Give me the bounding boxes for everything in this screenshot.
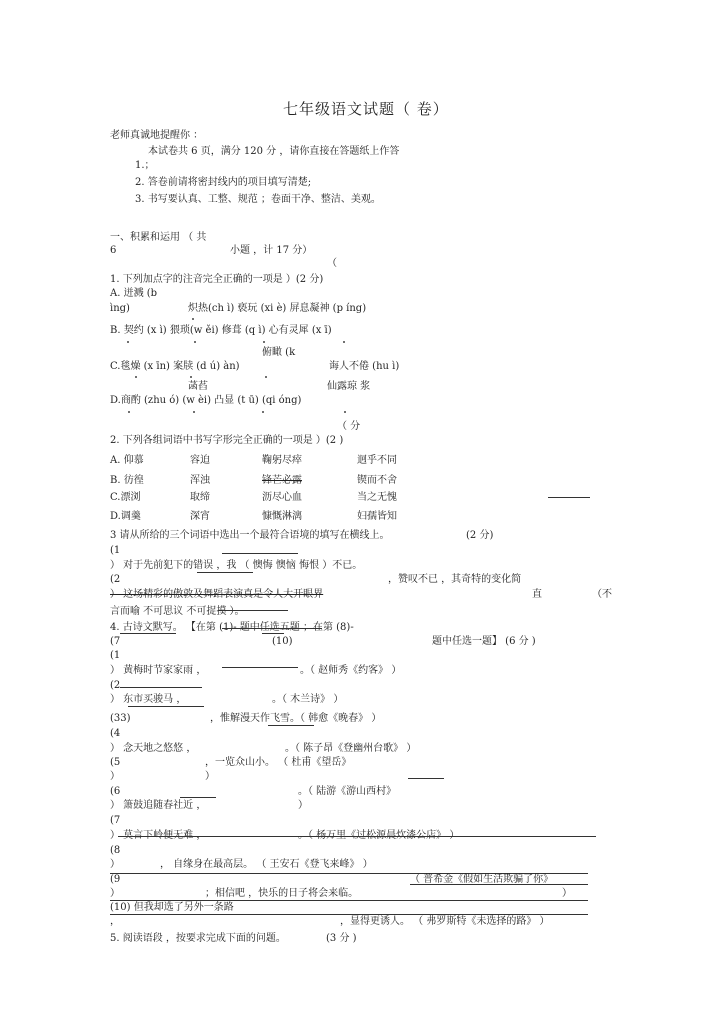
q1-option-c: C.毯燥 (x īn) 案牍 (d ú) àn)	[110, 361, 240, 372]
q4-item-8-paren: ）	[110, 859, 120, 870]
q2-row-d-2: 深宵	[190, 511, 210, 522]
emphasis-dot	[192, 318, 194, 320]
q2-row-c-1: C.漂浏	[110, 492, 141, 503]
q4-item-10-text: ，显得更诱人。 （ 弗罗斯特《未选择的路》 ）	[340, 916, 550, 927]
q4-num-10: (10)	[272, 636, 293, 647]
strike-line	[218, 610, 288, 611]
q4-item-1-num: (1	[110, 650, 121, 661]
emphasis-dot	[190, 376, 192, 378]
strike-line	[410, 884, 588, 885]
q1-option-c-rest: 诲人不倦 (hu ì)	[329, 361, 400, 372]
emphasis-dot	[194, 341, 196, 343]
q4-item-6-paren: ）	[298, 800, 308, 811]
q1-option-a-rest: 炽热(ch ì) 亵玩 (xi è) 屏息凝神 (p íng)	[188, 303, 367, 314]
underline	[268, 725, 314, 726]
q4-item-4-source: 。（ 陈子昂《登幽州台歌》 ）	[285, 743, 417, 754]
underline	[262, 633, 284, 634]
q4-item-7-text: ） 莫言下岭便无难 ，	[110, 830, 207, 841]
emphasis-dot	[127, 341, 129, 343]
q5-stem: 5. 阅读语段 ，按要求完成下面的问题。	[110, 933, 286, 944]
q2-row-b-1: B. 彷徨	[110, 475, 144, 486]
q2-row-d-3: 慷慨淋漓	[262, 511, 302, 522]
q4-item-2-source: 。（ 木兰诗》 ）	[272, 694, 344, 705]
q2-row-b-4: 锲而不舍	[357, 475, 397, 486]
q4-item-8-num: (8	[110, 845, 121, 856]
q2-paren: （ 分	[337, 421, 361, 432]
note-3: 2. 答卷前请将密封线内的项目填写清楚;	[135, 177, 312, 188]
note-1: 本试卷共 6 页，满分 120 分 ，请你直接在答题纸上作答	[148, 146, 400, 157]
q5-score: (3 分 )	[326, 933, 357, 944]
section-1-heading: 一、积累和运用 （ 共	[110, 232, 207, 243]
q4-item-7-num: (7	[110, 815, 121, 826]
q4-num-7: (7	[110, 636, 121, 647]
q1-option-c-pre: 俯瞰 (k	[262, 347, 296, 358]
q4-item-2-num: (2	[110, 680, 121, 691]
q2-row-a-1: A. 仰慕	[110, 455, 144, 466]
note-4: 3. 书写要认真、工整、规范 ；卷面干净、整洁、美观。	[135, 194, 381, 205]
q1-option-d-pre-a: 菡萏	[188, 381, 208, 392]
q4-item-5-paren: ）	[110, 771, 120, 782]
q2-row-b-3: 锋芒必露	[262, 475, 302, 486]
q3-item-2: ） 这场精彩的傲敦及舞蹈表演真是令人大开眼界	[110, 589, 324, 600]
answer-blank	[120, 687, 202, 688]
q4-item-7-source: 。（ 杨万里《过松源晨炊漆公店》 ）	[298, 830, 460, 841]
q3-stem: 3 请从所给的三个词语中选出一个最符合语境的填写在横线上。	[110, 530, 390, 541]
q1-stem: 1. 下列加点字的注音完全正确的一项是 ）(2 分)	[110, 274, 324, 285]
q2-row-d-4: 妇孺皆知	[357, 511, 397, 522]
q4-item-5-num: (5	[110, 757, 121, 768]
emphasis-dot	[265, 376, 267, 378]
q4-item-9-source: （ 普希金《假如生活欺骗了你》	[410, 874, 554, 885]
q2-row-a-4: 迥乎不同	[357, 455, 397, 466]
q4-item-6-num: (6	[110, 786, 121, 797]
q4-item-5-paren-b: ）	[205, 771, 215, 782]
q4-item-9-paren-b: ）	[562, 888, 572, 899]
section-rule	[110, 914, 588, 915]
answer-blank	[548, 497, 590, 498]
q2-row-a-3: 鞠躬尽瘁	[262, 455, 302, 466]
emphasis-dot	[193, 411, 195, 413]
q3-item-2-c: 直	[532, 589, 542, 600]
q1-option-a-cont: ìng)	[110, 303, 130, 314]
q3-item-1-num: (1	[110, 545, 121, 556]
q4-item-4-num: (4	[110, 728, 121, 739]
emphasis-dot	[344, 411, 346, 413]
answer-blank	[222, 553, 298, 554]
q4-item-4-text: ） 念天地之悠悠 ，	[110, 743, 197, 754]
q4-item-9-text: ；相信吧 ，快乐的日子将会来临。	[205, 888, 359, 899]
page-title: 七年级语文试题（ 卷）	[283, 100, 449, 118]
answer-blank	[197, 572, 253, 573]
q4-heading-tail: 题中任选一题】 (6 分 )	[432, 636, 536, 647]
section-1-paren: （	[327, 258, 337, 269]
q1-option-d-pre-b: 仙露琼 浆	[327, 381, 371, 392]
q4-item-8-text: ， 自缘身在最高层。 （ 王安石《登飞来峰》 ）	[160, 859, 373, 870]
q4-item-9-paren: ）	[110, 888, 120, 899]
emphasis-dot	[128, 411, 130, 413]
q3-item-1: ） 对于先前犯下的错误 ，我 （ 懊悔 懊恼 悔恨 ）不已。	[110, 560, 363, 571]
section-1-tail: 小题 ，计 17 分）	[230, 245, 313, 256]
underline	[128, 706, 204, 707]
q4-item-1-source: 。（ 赵师秀《约客》 ）	[300, 665, 402, 676]
q2-row-c-2: 取缔	[190, 492, 210, 503]
q4-item-3-num: (33)	[110, 713, 131, 724]
q1-option-d: D.商酌 (zhu ó) (w èi) 凸显 (t ū) (qi óng)	[110, 395, 302, 406]
q4-item-10: (10) 但我却选了另外一条路	[110, 902, 234, 913]
emphasis-dot	[343, 341, 345, 343]
q3-score: (2 分)	[466, 530, 494, 541]
q4-heading: 4. 古诗文默写。 【在第 (1)- 题中任选五题 ；在第 (8)-	[110, 622, 354, 633]
emphasis-dot	[262, 411, 264, 413]
q3-item-2-choices: 言而喻 不可思议 不可捉摸 ）。	[110, 606, 245, 617]
answer-blank	[222, 628, 322, 629]
answer-blank	[222, 667, 298, 668]
q3-item-2-d: （不	[592, 589, 612, 600]
q4-item-1-text: ） 黄梅时节家家雨 ，	[110, 665, 207, 676]
q2-row-c-3: 沥尽心血	[262, 492, 302, 503]
q3-item-2-b: ，赞叹不已 ，其奇特的变化简	[388, 574, 522, 585]
q4-item-6-source: 。（ 陆游《游山西村》	[298, 786, 397, 797]
q3-item-2-num: (2	[110, 574, 121, 585]
underline	[120, 633, 176, 634]
section-rule	[110, 900, 588, 901]
section-1-count: 6	[110, 245, 117, 256]
q4-item-5-text: ，一览众山小。 （ 杜甫《望岳》	[205, 757, 352, 768]
q4-item-3-text: ，惟解漫天作飞雪。（ 韩愈《晚春》 ）	[210, 713, 382, 724]
q4-item-2-text: ） 东市买骏马 ，	[110, 694, 187, 705]
q2-row-c-4: 当之无愧	[357, 492, 397, 503]
q4-item-10-comma: ，	[110, 916, 120, 927]
greeting: 老师真诚地提醒你 ：	[110, 130, 204, 141]
answer-blank	[180, 797, 216, 798]
emphasis-dot	[263, 341, 265, 343]
note-2: 1.；	[135, 160, 155, 171]
q4-item-6-text: ） 箫鼓追随春社近 ，	[110, 800, 207, 811]
q2-row-b-2: 浑浊	[190, 475, 210, 486]
strike-line	[118, 836, 596, 837]
q2-row-d-1: D.调羹	[110, 511, 141, 522]
emphasis-dot	[135, 376, 137, 378]
q2-stem: 2. 下列各组词语中书写字形完全正确的一项是 ）(2 )	[110, 435, 344, 446]
answer-blank	[408, 778, 444, 779]
q2-row-a-2: 容迫	[190, 455, 210, 466]
q4-item-9-num: (9	[110, 874, 121, 885]
q1-option-a: A. 迸溅 (b	[110, 288, 158, 299]
q1-option-b: B. 契约 (x ì) 猥琐(w ěi) 修葺 (q ì) 心有灵犀 (x ī)	[110, 325, 332, 336]
